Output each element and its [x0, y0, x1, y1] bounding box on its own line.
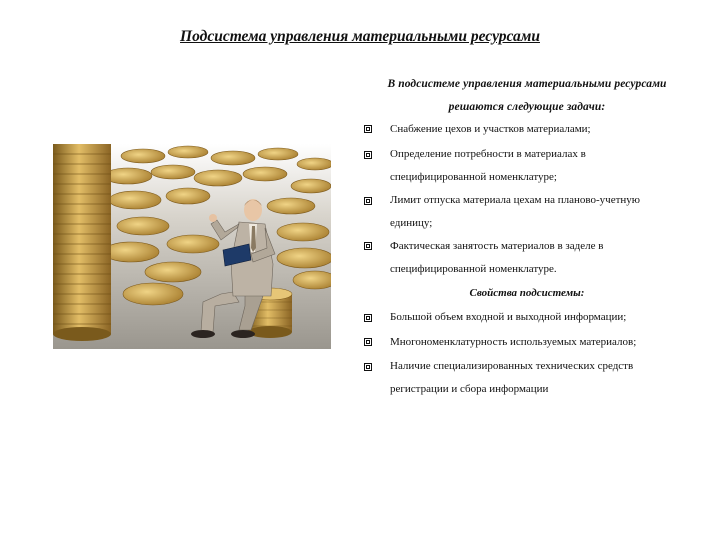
task-item-2: [390, 143, 670, 189]
businessman-on-coins-photo: [53, 144, 331, 349]
square-bullet-icon: [364, 151, 372, 159]
task-item-1: [390, 118, 670, 141]
property-item-2-line-1: Многономенклатурность используемых материалов;: [390, 336, 637, 348]
task-item-3-line-1: Лимит отпуска материала цехам на планово-учетную: [390, 194, 640, 206]
square-bullet-icon: [364, 338, 372, 346]
task-item-4-line-1: Фактическая занятость материалов в заделе в: [390, 240, 604, 252]
property-item-3-line-2: регистрации и сбора информации: [390, 383, 549, 395]
square-bullet-icon: [364, 197, 372, 205]
task-item-2-line-1: Определение потребности в материалах в: [390, 148, 586, 160]
square-bullet-icon: [364, 242, 372, 250]
square-bullet-icon: [364, 363, 372, 371]
square-bullet-icon: [364, 125, 372, 133]
task-item-4: [390, 235, 670, 281]
task-item-2-line-2: специфицированной номенклатуре;: [390, 171, 557, 183]
properties-heading: Свойства подсистемы:: [469, 287, 585, 299]
page-title: Подсистема управления материальными ресурсами: [180, 28, 540, 45]
task-item-3: [390, 189, 670, 235]
task-item-1-line-1: Снабжение цехов и участков материалами;: [390, 123, 591, 135]
task-item-3-line-2: единицу;: [390, 217, 433, 229]
property-item-3: [390, 355, 670, 401]
intro-line-1: В подсистеме управления материальными ресурсами: [387, 78, 667, 90]
intro-line-2: решаются следующие задачи:: [448, 101, 606, 113]
task-item-4-line-2: специфицированной номенклатуре.: [390, 263, 557, 275]
property-item-1: [390, 306, 670, 329]
property-item-1-line-1: Большой объем входной и выходной информации;: [390, 311, 627, 323]
property-item-3-line-1: Наличие специализированных технических средств: [390, 360, 634, 372]
property-item-2: [390, 331, 670, 354]
square-bullet-icon: [364, 314, 372, 322]
